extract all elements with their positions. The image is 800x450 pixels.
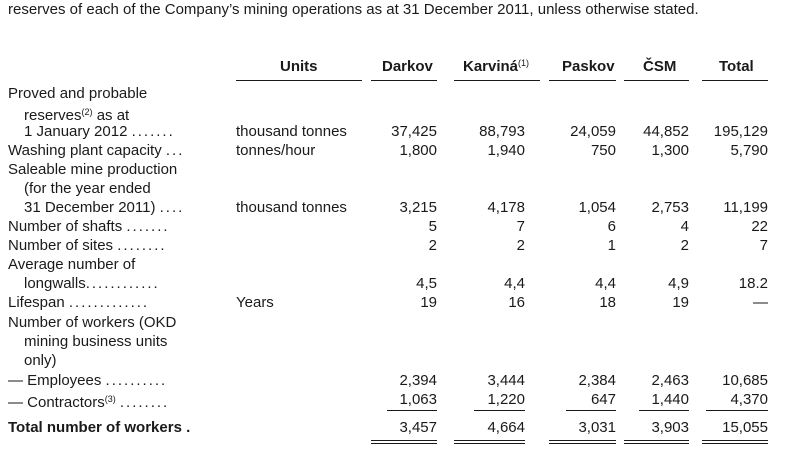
subtotal-rule-csm	[639, 410, 689, 411]
row-sites-csm: 2	[680, 237, 689, 254]
total-rule-darkov-2	[371, 443, 437, 444]
header-karvina	[463, 58, 529, 75]
total-rule-csm-1	[624, 440, 689, 441]
row-contractors-footnote: (3)	[104, 394, 116, 404]
row-washing-label-text: Washing plant capacity	[8, 142, 162, 159]
row-contractors-label-text: — Contractors	[8, 394, 105, 411]
row-sites-label-text: Number of sites	[8, 237, 114, 254]
row-contractors-dots: ........	[119, 394, 170, 411]
row-workers-label-line2: mining business units	[24, 333, 168, 350]
row-lifespan-darkov: 19	[420, 294, 437, 311]
row-lifespan-units: Years	[236, 294, 274, 311]
row-longwalls-label-line2	[24, 274, 160, 293]
total-rule-paskov-2	[549, 443, 616, 444]
row-production-karvina: 4,178	[487, 199, 525, 216]
row-washing-label	[8, 141, 184, 160]
row-shafts-total: 22	[751, 218, 768, 235]
row-lifespan-csm: 19	[672, 294, 689, 311]
row-sites-total: 7	[759, 237, 768, 254]
header-darkov: Darkov	[382, 58, 433, 75]
total-rule-total-2	[702, 443, 768, 444]
subtotal-rule-total	[706, 410, 768, 411]
header-paskov: Paskov	[562, 58, 615, 75]
row-production-csm: 2,753	[651, 199, 689, 216]
row-production-label-line1: Saleable mine production	[8, 161, 178, 178]
subtotal-rule-darkov	[387, 410, 437, 411]
row-reserves-suffix: as at	[92, 107, 130, 124]
row-longwalls-darkov: 4,5	[416, 275, 437, 292]
row-contractors-total: 4,370	[730, 391, 768, 408]
row-lifespan-total: —	[753, 294, 768, 311]
row-lifespan-dots: .............	[68, 294, 150, 311]
row-reserves-total: 195,129	[713, 123, 768, 140]
header-rule-paskov	[549, 80, 616, 81]
total-rule-karvina-2	[454, 443, 525, 444]
row-production-date: 31 December 2011)	[24, 199, 156, 216]
row-contractors-paskov: 647	[590, 391, 616, 408]
row-reserves-karvina: 88,793	[479, 123, 525, 140]
row-sites-paskov: 1	[607, 237, 616, 254]
row-shafts-darkov: 5	[428, 218, 437, 235]
header-rule-total	[702, 80, 768, 81]
subtotal-rule-karvina	[474, 410, 525, 411]
row-reserves-label-text: reserves	[24, 107, 82, 124]
row-reserves-label-line3	[24, 122, 175, 141]
header-rule-karvina	[454, 80, 540, 81]
row-total-workers-total: 15,055	[722, 419, 768, 436]
row-longwalls-dots: ............	[85, 275, 160, 292]
row-reserves-units: thousand tonnes	[236, 123, 347, 140]
row-production-label-line3	[24, 198, 184, 217]
row-lifespan-label	[8, 293, 149, 312]
header-rule-darkov	[371, 80, 437, 81]
row-washing-units: tonnes/hour	[236, 142, 316, 159]
row-sites-karvina: 2	[516, 237, 525, 254]
row-lifespan-karvina: 16	[508, 294, 525, 311]
header-total: Total	[719, 58, 754, 75]
row-production-label-line2: (for the year ended	[24, 180, 151, 197]
row-lifespan-label-text: Lifespan	[8, 294, 65, 311]
header-karvina-label: Karviná	[463, 58, 519, 75]
row-sites-darkov: 2	[428, 237, 437, 254]
total-rule-paskov-1	[549, 440, 616, 441]
total-rule-karvina-1	[454, 440, 525, 441]
row-workers-label-line1: Number of workers (OKD	[8, 314, 177, 331]
row-total-workers-csm: 3,903	[651, 419, 689, 436]
row-production-total: 11,199	[723, 199, 768, 216]
row-employees-karvina: 3,444	[487, 372, 525, 389]
row-contractors-label	[8, 390, 169, 412]
total-rule-darkov-1	[371, 440, 437, 441]
row-total-workers-label-text: Total number of workers	[8, 419, 182, 436]
row-reserves-label-line1: Proved and probable	[8, 85, 148, 102]
row-employees-csm: 2,463	[651, 372, 689, 389]
row-total-workers-darkov: 3,457	[399, 419, 437, 436]
row-employees-label-text: — Employees	[8, 372, 102, 389]
row-employees-dots: ..........	[105, 372, 168, 389]
row-sites-label	[8, 236, 167, 255]
row-production-dots: ....	[159, 199, 185, 216]
total-rule-total-1	[702, 440, 768, 441]
row-employees-total: 10,685	[722, 372, 768, 389]
total-rule-csm-2	[624, 443, 689, 444]
row-shafts-paskov: 6	[607, 218, 616, 235]
row-longwalls-csm: 4,9	[668, 275, 689, 292]
row-employees-darkov: 2,394	[399, 372, 437, 389]
row-employees-paskov: 2,384	[578, 372, 616, 389]
row-workers-label-line3: only)	[24, 352, 57, 369]
row-lifespan-paskov: 18	[599, 294, 616, 311]
row-sites-dots: ........	[117, 237, 167, 254]
row-washing-darkov: 1,800	[399, 142, 437, 159]
row-shafts-label-text: Number of shafts	[8, 218, 123, 235]
row-reserves-paskov: 24,059	[570, 123, 616, 140]
header-rule-csm	[624, 80, 689, 81]
row-shafts-dots: .......	[126, 218, 170, 235]
row-shafts-karvina: 7	[516, 218, 525, 235]
row-reserves-dots: .......	[131, 123, 175, 140]
row-production-darkov: 3,215	[399, 199, 437, 216]
row-contractors-darkov: 1,063	[399, 391, 437, 408]
row-longwalls-total: 18.2	[738, 275, 768, 292]
subtotal-rule-paskov	[566, 410, 616, 411]
row-reserves-csm: 44,852	[643, 123, 689, 140]
row-reserves-footnote: (2)	[81, 107, 93, 117]
row-longwalls-label-line1: Average number of	[8, 256, 136, 273]
row-washing-paskov: 750	[590, 142, 616, 159]
row-reserves-date: 1 January 2012	[24, 123, 128, 140]
row-production-units: thousand tonnes	[236, 199, 347, 216]
row-washing-csm: 1,300	[651, 142, 689, 159]
row-shafts-csm: 4	[680, 218, 689, 235]
row-reserves-darkov: 37,425	[391, 123, 437, 140]
header-csm: ČSM	[643, 58, 677, 75]
row-total-workers-label	[8, 418, 192, 437]
row-total-workers-paskov: 3,031	[578, 419, 616, 436]
row-longwalls-karvina: 4,4	[504, 275, 525, 292]
intro-paragraph: reserves of each of the Company’s mining operations as at 31 December 2011, unless otherwise stated.	[8, 1, 699, 18]
header-units: Units	[280, 58, 318, 75]
row-total-workers-karvina: 4,664	[487, 419, 525, 436]
row-employees-label	[8, 371, 167, 390]
header-karvina-footnote: (1)	[518, 58, 530, 68]
row-longwalls-label-text: longwalls	[24, 275, 86, 292]
row-total-workers-dots: .	[186, 419, 193, 436]
row-contractors-karvina: 1,220	[487, 391, 525, 408]
row-shafts-label	[8, 217, 170, 236]
row-longwalls-paskov: 4,4	[595, 275, 616, 292]
row-washing-total: 5,790	[730, 142, 768, 159]
row-washing-dots: ...	[165, 142, 185, 159]
row-production-paskov: 1,054	[578, 199, 616, 216]
header-rule-units	[236, 80, 362, 81]
row-washing-karvina: 1,940	[487, 142, 525, 159]
row-contractors-csm: 1,440	[651, 391, 689, 408]
